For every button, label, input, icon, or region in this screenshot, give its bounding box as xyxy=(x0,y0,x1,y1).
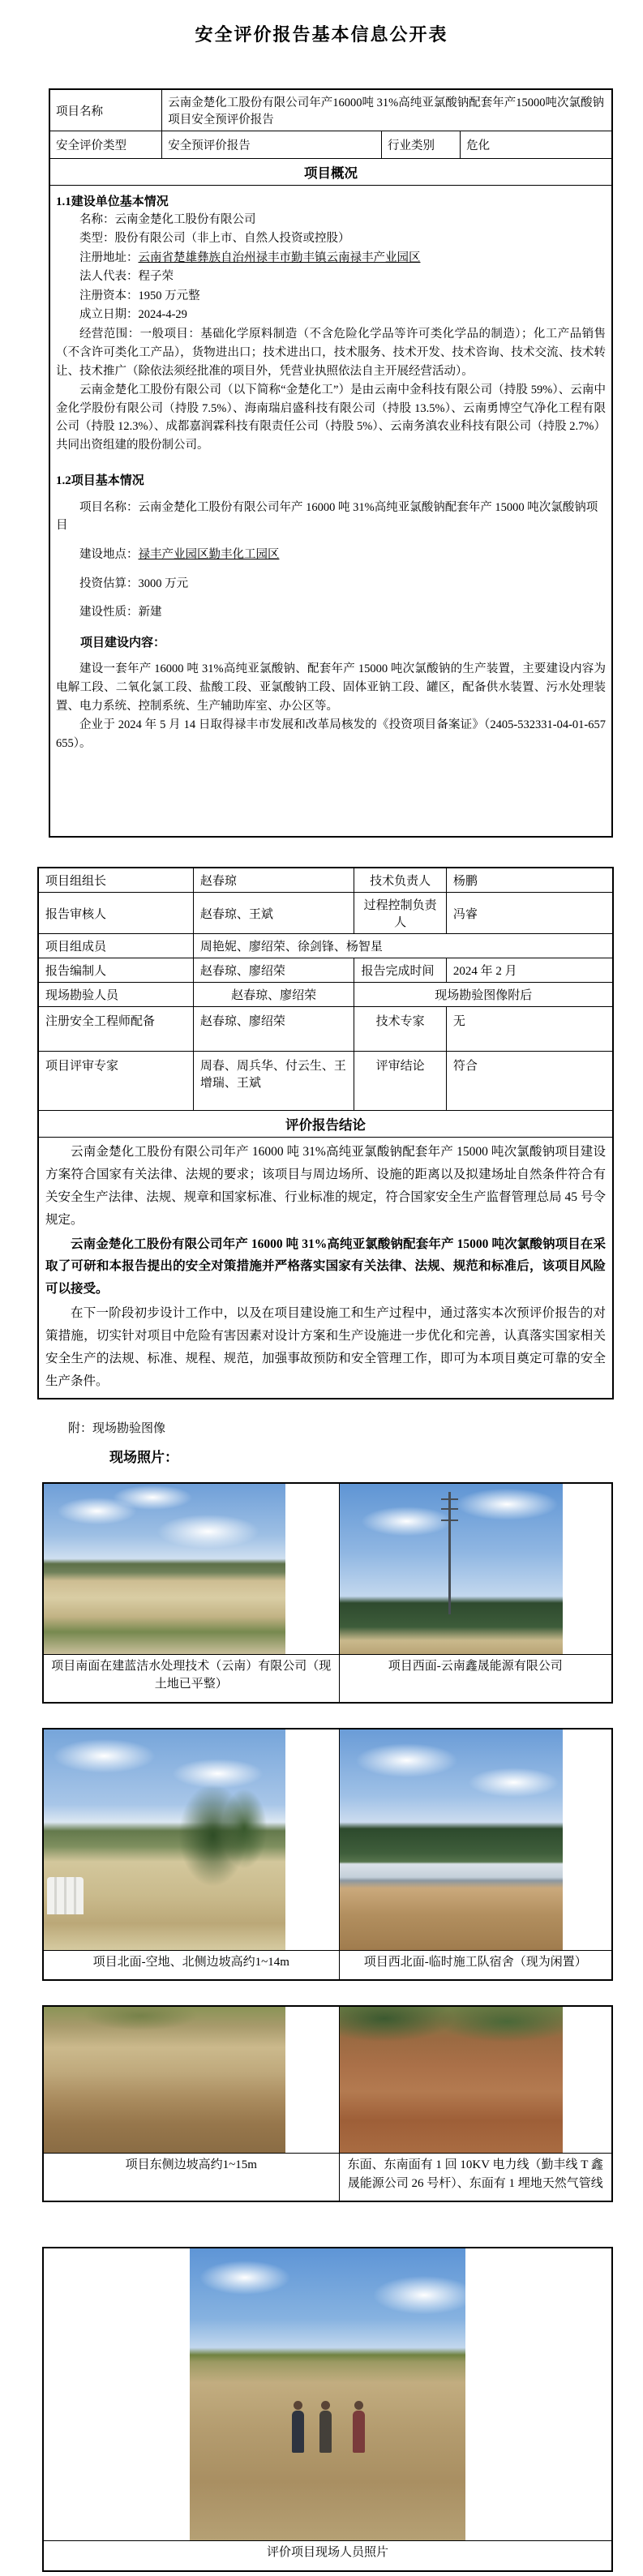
process-ctrl-value: 冯睿 xyxy=(446,893,613,934)
leader-value: 赵春琼 xyxy=(193,868,354,893)
table-row xyxy=(43,2248,612,2541)
photo-table-north-northwest xyxy=(42,1728,613,1982)
conclusion-paragraph-1: 云南金楚化工股份有限公司年产 16000 吨 31%高纯亚氯酸钠配套年产 15000 吨次氯酸钠项目建设方案符合国家有关法律、法规的要求；该项目与周边场所、设施的距离以及拟建场址自然条件符合有关安全生产法律、法规、规章和国家标准、行业标准的规定，符合国家安全生产监督管理总局 45 号令规定。 xyxy=(45,1145,606,1227)
table-row xyxy=(38,1007,613,1052)
photo-caption-east-powerline: 东面、东南面有 1 回 10KV 电力线（勤丰线 T 鑫晟能源公司 26 号杆）、东面有 1 埋地天然气管线 xyxy=(339,2154,612,2202)
engineer-label: 注册安全工程师配备 xyxy=(38,1007,193,1052)
location-label: 建设地点： xyxy=(79,547,139,561)
conclusion-paragraph-3: 在下一阶段初步设计工作中，以及在项目建设施工和生产过程中，通过落实本次预评价报告的对策措施，切实针对项目中危险有害因素对设计方案和生产设施进一步优化和完善，认真落实国家相关安全生产的法规、标准、规程、规范，加强事故预防和安全管理工作，即可为本项目奠定可靠的安全生产条件。 xyxy=(45,1306,606,1388)
site-photo-east-powerline xyxy=(340,2007,563,2153)
company-name-line: 名称：云南金楚化工股份有限公司 xyxy=(79,213,256,226)
table-row xyxy=(38,958,613,983)
legal-rep-line: 法人代表：程子荣 xyxy=(79,270,174,284)
photo-caption-west: 项目西面-云南鑫晟能源有限公司 xyxy=(339,1654,612,1703)
page-title: 安全评价报告基本信息公开表 xyxy=(195,24,448,45)
finish-time-label: 报告完成时间 xyxy=(354,958,446,983)
industry-value: 危化 xyxy=(461,131,612,159)
site-photo-south xyxy=(44,1484,285,1654)
survey-staff-label: 现场勘验人员 xyxy=(38,983,193,1007)
table-row xyxy=(38,1052,613,1111)
table-row xyxy=(43,1729,612,1951)
investment-line: 投资估算：3000 万元 xyxy=(79,576,189,590)
table-row xyxy=(43,1950,612,1980)
table-row xyxy=(38,934,613,958)
table-row xyxy=(49,131,612,159)
location-value: 禄丰产业园区勤丰化工园区 xyxy=(138,547,280,561)
reviewer-value: 赵春琼、王斌 xyxy=(193,893,354,934)
photo-caption-northwest: 项目西北面-临时施工队宿舍（现为闲置） xyxy=(339,1950,612,1980)
conclusion-cell xyxy=(38,1138,613,1399)
project-info-table xyxy=(49,88,613,838)
founded-line: 成立日期：2024-4-29 xyxy=(79,308,187,322)
person-figure-detail xyxy=(353,2411,365,2453)
build-content-paragraph: 建设一套年产 16000 吨 31%高纯亚氯酸钠、配套年产 15000 吨次氯酸钠的生产装置，主要建设内容为电解工段、二氧化氯工段、盐酸工段、亚氯酸钠工段、固体亚钠工段、罐区，配备供水装置、污水处理装置、电力系统、控制系统、生产辅助库室、办公区等。 xyxy=(56,662,606,713)
business-scope-paragraph: 经营范围：一般项目：基础化学原料制造（不含危险化学品等许可类化学品的制造）；化工产品销售（不含许可类化工产品），货物进出口；技术进出口，技术服务、技术开发、技术咨询、技术交流、技术转让、技术推广（除依法须经批准的项目外，凭营业执照依法自主开展经营活动）。 xyxy=(56,327,606,378)
members-value: 周艳妮、廖绍荣、徐剑锋、杨智星 xyxy=(193,934,613,958)
project-name-label: 项目名称 xyxy=(49,89,162,131)
eval-type-label: 安全评价类型 xyxy=(49,131,162,159)
location-line xyxy=(56,546,606,564)
verdict-value: 符合 xyxy=(446,1052,613,1111)
photo-caption-south: 项目南面在建蓝洁水处理技术（云南）有限公司（现土地已平整） xyxy=(43,1654,339,1703)
nature-line: 建设性质：新建 xyxy=(79,606,162,619)
transmission-tower-detail xyxy=(448,1492,451,1614)
table-row xyxy=(43,2154,612,2202)
expert-label: 技术专家 xyxy=(354,1007,446,1052)
site-photo-team xyxy=(190,2248,465,2540)
photo-cell xyxy=(339,1483,612,1655)
photo-caption-east-slope: 项目东侧边坡高约1~15m xyxy=(43,2154,339,2202)
person-figure-detail xyxy=(319,2411,332,2453)
photo-cell xyxy=(339,2006,612,2154)
person-figure-detail xyxy=(292,2411,304,2453)
survey-staff-value: 赵春琼、廖绍荣 xyxy=(193,983,354,1007)
photo-cell xyxy=(43,2006,339,2154)
table-row xyxy=(43,1483,612,1655)
compiler-value: 赵春琼、廖绍荣 xyxy=(193,958,354,983)
leader-label: 项目组组长 xyxy=(38,868,193,893)
photo-table-east xyxy=(42,2005,613,2202)
photo-cell xyxy=(43,2248,612,2541)
reg-address-line xyxy=(56,249,606,268)
table-row xyxy=(38,893,613,934)
capital-line: 注册资本：1950 万元整 xyxy=(79,289,200,302)
table-row xyxy=(43,1654,612,1703)
table-row xyxy=(49,89,612,131)
conclusion-body xyxy=(45,1141,606,1393)
attachment-note: 附：现场勘验图像 xyxy=(68,1421,166,1435)
verdict-label: 评审结论 xyxy=(354,1052,446,1111)
tech-lead-label: 技术负责人 xyxy=(354,868,446,893)
site-photo-northwest xyxy=(340,1729,563,1950)
photo-caption-team: 评价项目现场人员照片 xyxy=(43,2541,612,2571)
table-row xyxy=(38,1111,613,1138)
tech-lead-value: 杨鹏 xyxy=(446,868,613,893)
section2-heading: 1.2项目基本情况 xyxy=(56,474,144,488)
build-content-heading: 项目建设内容： xyxy=(80,636,166,649)
photo-cell xyxy=(43,1483,339,1655)
filing-paragraph: 企业于 2024 年 5 月 14 日取得禄丰市发展和改革局核发的《投资项目备案证》（2405-532331-04-01-657655）。 xyxy=(56,718,606,750)
photo-cell xyxy=(339,1729,612,1951)
site-photo-north xyxy=(44,1729,285,1950)
reg-address-value: 云南省楚雄彝族自治州禄丰市勤丰镇云南禄丰产业园区 xyxy=(138,251,421,264)
photo-caption-north: 项目北面-空地、北侧边坡高约1~14m xyxy=(43,1950,339,1980)
table-row xyxy=(38,983,613,1007)
finish-time-value: 2024 年 2 月 xyxy=(446,958,613,983)
engineer-value: 赵春琼、廖绍荣 xyxy=(193,1007,354,1052)
document-page xyxy=(0,21,643,2572)
reg-address-label: 注册地址： xyxy=(79,251,139,264)
shareholders-paragraph: 云南金楚化工股份有限公司（以下简称“金楚化工”）是由云南中金科技有限公司（持股 59%）、云南中金化学股份有限公司（持股 7.5%）、海南瑞启盛科技有限公司（持股 13.5%）、云南勇博空气净化工程有限公司（持股 12.3%）、成都嘉润霖科技有限责任公司（持股 5%）、云南务滇农业科技有限公司（持股 2.7%）共同出资组建的股份制公司。 xyxy=(56,383,606,452)
table-row xyxy=(49,186,612,838)
judges-value: 周春、周兵华、付云生、王增瑞、王斌 xyxy=(193,1052,354,1111)
table-row xyxy=(43,2006,612,2154)
photo-cell xyxy=(43,1729,339,1951)
site-photo-west xyxy=(340,1484,563,1654)
photo-table-south-west xyxy=(42,1482,613,1704)
photos-heading: 现场照片： xyxy=(109,1449,178,1465)
members-label: 项目组成员 xyxy=(38,934,193,958)
process-ctrl-label: 过程控制负责人 xyxy=(354,893,446,934)
site-photo-east-slope xyxy=(44,2007,285,2153)
section1-heading: 1.1建设单位基本情况 xyxy=(56,195,169,208)
team-table xyxy=(37,867,614,1399)
overview-header: 项目概况 xyxy=(49,159,612,186)
table-row xyxy=(38,1138,613,1399)
reviewer-label: 报告审核人 xyxy=(38,893,193,934)
conclusion-paragraph-2: 云南金楚化工股份有限公司年产 16000 吨 31%高纯亚氯酸钠配套年产 15000 吨次氯酸钠项目在采取了可研和本报告提出的安全对策措施并严格落实国家有关法律、法规、规范和标准后，该项目风险可以接受。 xyxy=(45,1237,606,1297)
overview-body xyxy=(56,192,606,833)
table-row xyxy=(43,2541,612,2571)
project-name-line: 项目名称：云南金楚化工股份有限公司年产 16000 吨 31%高纯亚氯酸钠配套年产 15000 吨次氯酸钠项目 xyxy=(56,501,598,532)
survey-note: 现场勘验图像附后 xyxy=(354,983,613,1007)
overview-body-cell xyxy=(49,186,612,838)
expert-value: 无 xyxy=(446,1007,613,1052)
company-type-line: 类型：股份有限公司（非上市、自然人投资或控股） xyxy=(79,232,350,246)
project-name-value: 云南金楚化工股份有限公司年产16000吨 31%高纯亚氯酸钠配套年产15000吨次氯酸钠项目安全预评价报告 xyxy=(162,89,612,131)
industry-label: 行业类别 xyxy=(381,131,460,159)
judges-label: 项目评审专家 xyxy=(38,1052,193,1111)
conclusion-header: 评价报告结论 xyxy=(38,1111,613,1138)
table-row xyxy=(49,159,612,186)
table-row xyxy=(38,868,613,893)
photo-table-team xyxy=(42,2247,613,2572)
compiler-label: 报告编制人 xyxy=(38,958,193,983)
storage-tanks-detail xyxy=(47,1877,84,1914)
eval-type-value: 安全预评价报告 xyxy=(162,131,382,159)
